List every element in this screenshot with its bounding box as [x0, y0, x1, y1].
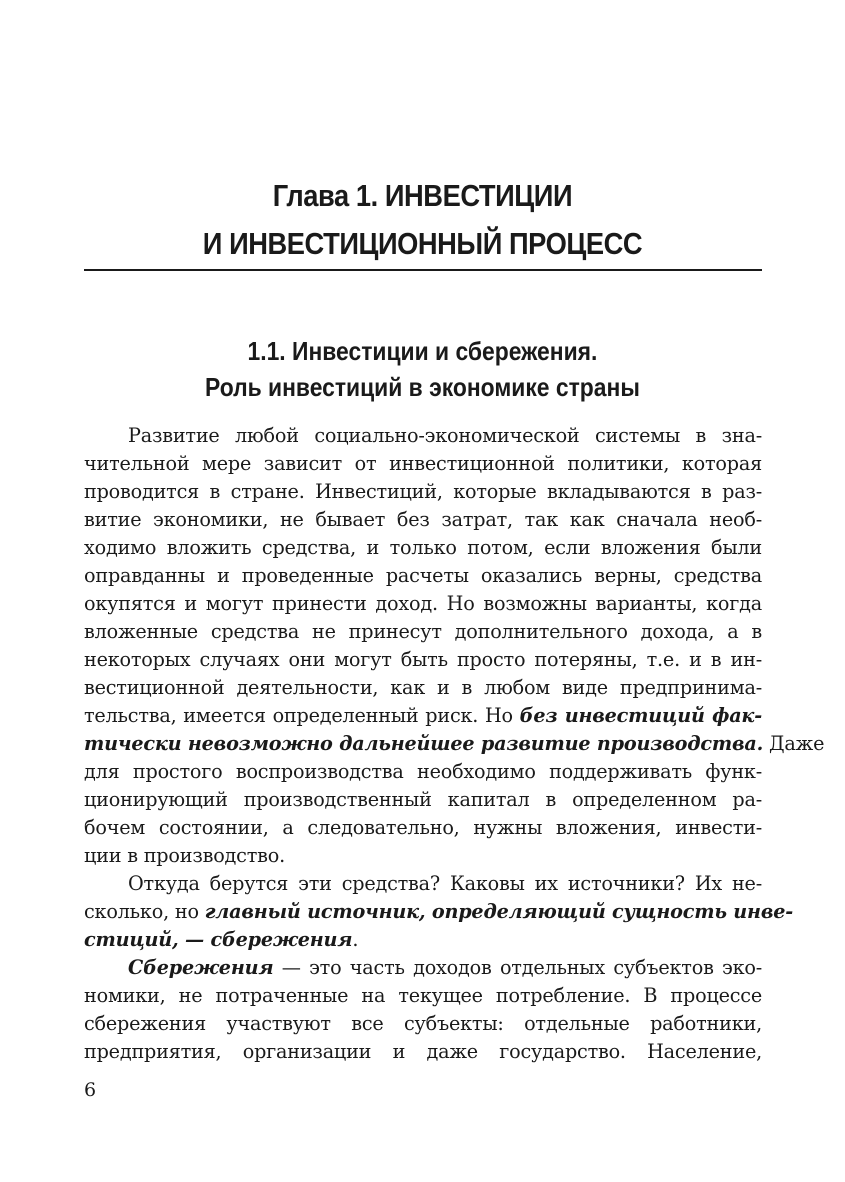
text-line: Откуда берутся эти средства? Каковы их источники? Их не- [128, 872, 762, 895]
text-line [84, 926, 762, 954]
text-line: некоторых случаях они могут быть просто потеряны, т.е. и в ин- [84, 648, 762, 671]
text-line: номики, не потраченные на текущее потребление. В процессе [84, 984, 762, 1007]
text-line: Развитие любой социально-экономической системы в зна- [128, 424, 762, 447]
text-line: ции в производство. [84, 844, 285, 867]
text-line: ходимо вложить средства, и только потом, если вложения были [84, 536, 762, 559]
section-title-line-1: 1.1. Инвестиции и сбережения. [247, 336, 598, 366]
section-title-line-2: Роль инвестиций в экономике страны [204, 372, 640, 402]
text-line: витие экономики, не бывает без затрат, так как сначала необ- [84, 508, 762, 531]
text-line: вестиционной деятельности, как и в любом виде предпринима- [84, 676, 762, 699]
chapter-title-line-2: И ИНВЕСТИЦИОННЫЙ ПРОЦЕСС [202, 226, 643, 261]
text-line [84, 730, 825, 758]
emphasis-run: главный источник, определяющий сущность инве- [204, 900, 794, 923]
emphasis-run: стиций, — сбережения [84, 928, 353, 951]
emphasis-run: без инвестиций фак- [519, 704, 762, 727]
text-run: Даже [763, 732, 825, 755]
text-line: чительной мере зависит от инвестиционной политики, которая [84, 452, 762, 475]
text-line: предприятия, организации и даже государство. Население, [84, 1040, 762, 1063]
emphasis-run: Сбережения [128, 956, 274, 979]
text-line: сбережения участвуют все субъекты: отдельные работники, [84, 1012, 762, 1035]
text-line [84, 954, 762, 982]
emphasis-run: тически невозможно дальнейшее развитие производства. [84, 732, 764, 755]
text-run: тельства, имеется определенный риск. Но [84, 704, 520, 727]
text-line: вложенные средства не принесут дополнительного дохода, а в [84, 620, 762, 643]
text-line: ционирующий производственный капитал в определенном ра- [84, 788, 762, 811]
text-run: сколько, но [84, 900, 205, 923]
text-line: оправданны и проведенные расчеты оказались верны, средства [84, 564, 762, 587]
text-line: для простого воспроизводства необходимо поддерживать функ- [84, 760, 762, 783]
chapter-title-line-1: Глава 1. ИНВЕСТИЦИИ [272, 178, 573, 213]
text-run: — это часть доходов отдельных субъектов эко- [273, 956, 762, 979]
page-number: 6 [84, 1079, 97, 1101]
text-line: окупятся и могут принести доход. Но возможны варианты, когда [84, 592, 762, 615]
text-line [84, 702, 762, 730]
text-line: бочем состоянии, а следовательно, нужны вложения, инвести- [84, 816, 762, 839]
text-run: . [352, 928, 359, 951]
text-line: проводится в стране. Инвестиций, которые вкладываются в раз- [84, 480, 762, 503]
text-line [84, 898, 794, 926]
chapter-divider [84, 269, 762, 271]
